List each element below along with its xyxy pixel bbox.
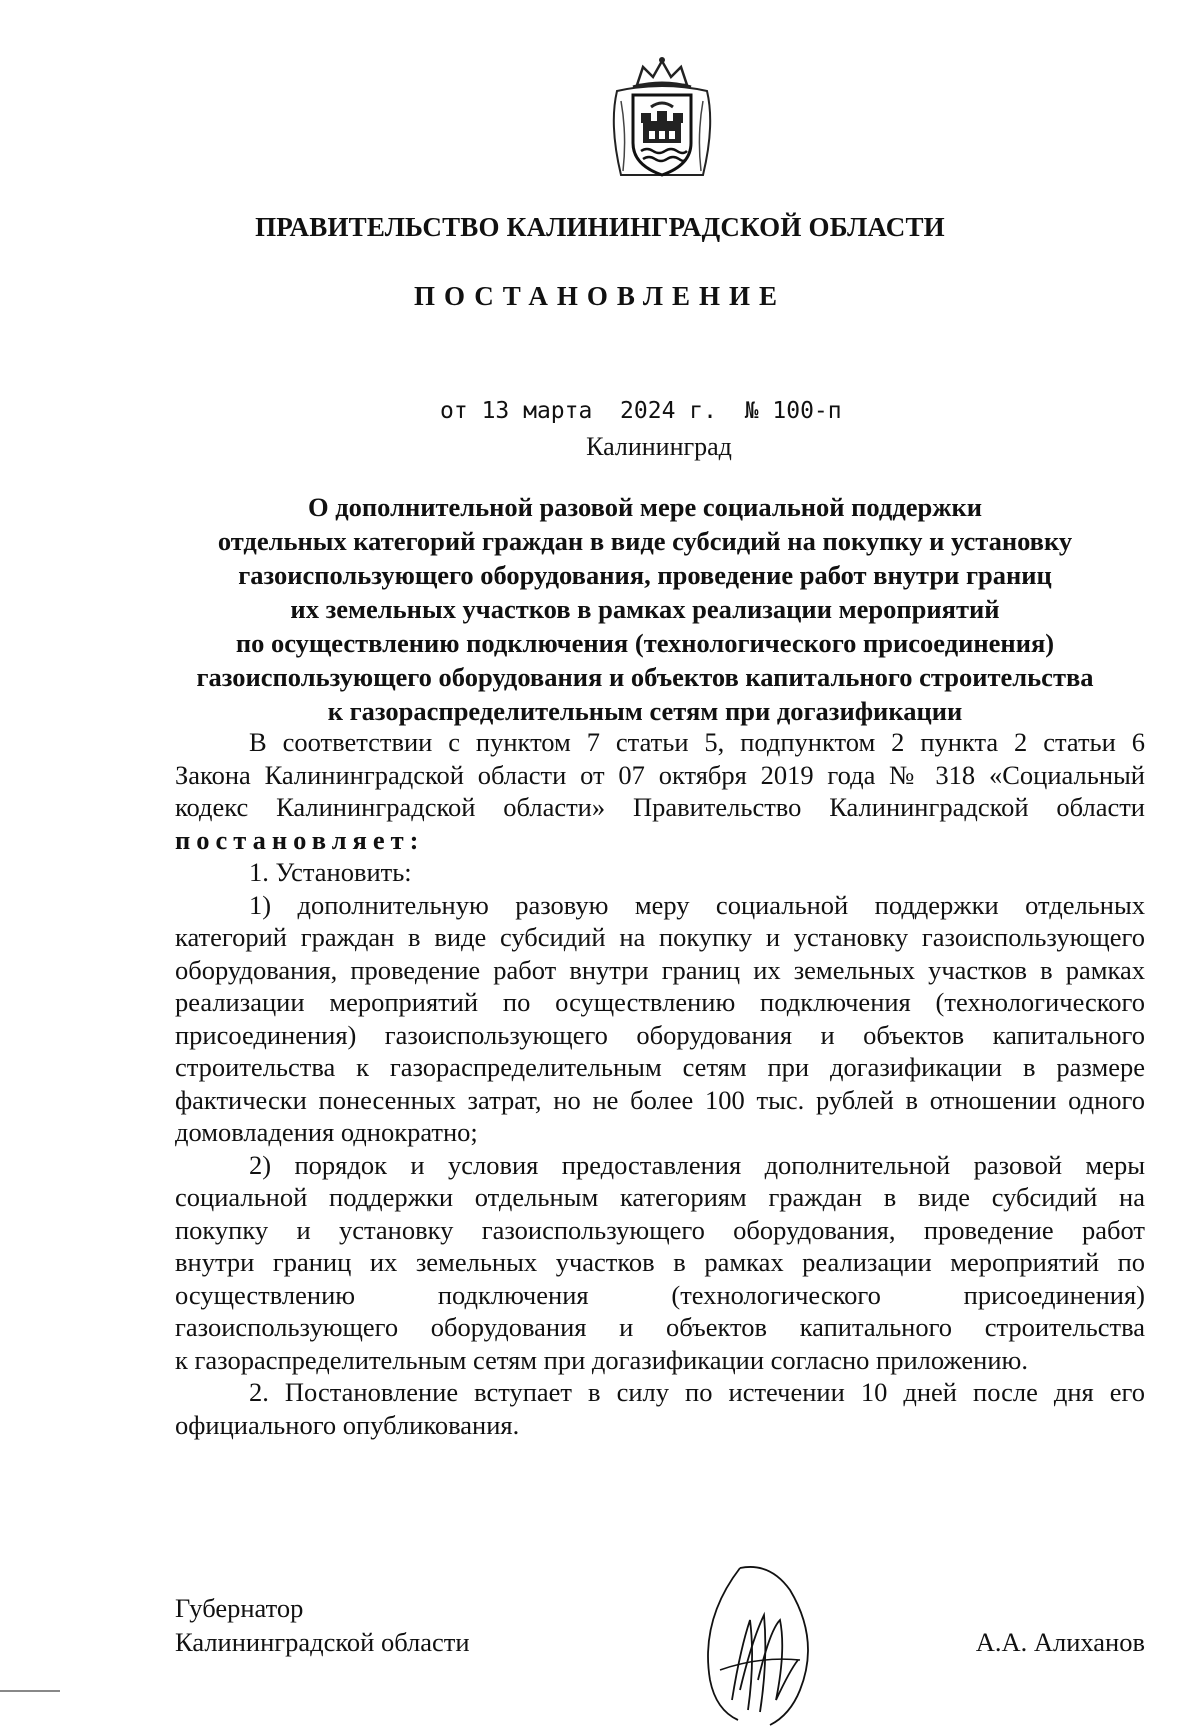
- signatory-title-line: Губернатор: [175, 1593, 304, 1623]
- heading-line: по осуществлению подключения (технологического присоединения): [235, 628, 1055, 658]
- document-type: ПОСТАНОВЛЕНИЕ: [413, 281, 787, 311]
- coat-of-arms-icon: [603, 55, 721, 183]
- document-city: Калининград: [586, 432, 732, 461]
- signatory-title-line: Калининградской области: [175, 1627, 470, 1657]
- decree-word: постановляет:: [175, 824, 425, 855]
- preamble-line: Закона Калининградской области от 07 октября 2019 года № 318 «Социальный: [175, 759, 1145, 790]
- heading-line: отдельных категорий граждан в виде субсидий на покупку и установку: [217, 526, 1073, 556]
- preamble-line: В соответствии с пунктом 7 статьи 5, подпунктом 2 пункта 2 статьи 6: [249, 727, 1145, 757]
- preamble-line: кодекс Калининградской области» Правительство Калининградской области: [175, 792, 1145, 822]
- item-1-1-line: 1) дополнительную разовую меру социальной поддержки отдельных: [249, 889, 1145, 920]
- government-title: ПРАВИТЕЛЬСТВО КАЛИНИНГРАДСКОЙ ОБЛАСТИ: [255, 212, 945, 242]
- heading-line: их земельных участков в рамках реализации мероприятий: [290, 594, 1000, 624]
- item-1-1-line: домовладения однократно;: [175, 1117, 478, 1147]
- heading-line: газоиспользующего оборудования, проведение работ внутри границ: [238, 560, 1052, 590]
- date-prefix: от: [440, 398, 468, 424]
- item-1-1-line: категорий граждан в виде субсидий на покупку и установку газоиспользующего: [175, 922, 1145, 952]
- item-1-2-line: социальной поддержки отдельным категориям граждан в виде субсидий на: [175, 1182, 1145, 1212]
- document-heading: [150, 490, 1140, 728]
- heading-line: к газораспределительным сетям при догазификации: [327, 696, 963, 726]
- item-1-2-line: осуществлению подключения (технологического присоединения): [175, 1279, 1145, 1310]
- item-1-1-line: строительства к газораспределительным сетям при догазификации в размере: [175, 1052, 1145, 1082]
- item-1-1-line: оборудования, проведение работ внутри границ их земельных участков в рамках: [175, 954, 1145, 985]
- item-1-1-line: присоединения) газоиспользующего оборудования и объектов капитального: [175, 1019, 1145, 1050]
- item-2-line: официального опубликования.: [175, 1409, 520, 1440]
- item-1-2-line: внутри границ их земельных участков в рамках реализации мероприятий по: [175, 1247, 1145, 1277]
- heading-line: газоиспользующего оборудования и объектов капитального строительства: [196, 662, 1094, 692]
- item-1-1-line: фактически понесенных затрат, но не более 100 тыс. рублей в отношении одного: [175, 1084, 1145, 1115]
- item-1-2-line: к газораспределительным сетям при догазификации согласно приложению.: [175, 1344, 1028, 1375]
- document-dateline: [440, 398, 842, 424]
- item-1-2-line: покупку и установку газоиспользующего оборудования, проведение работ: [175, 1214, 1145, 1245]
- document-number: № 100-п: [744, 398, 842, 424]
- document-body: [175, 726, 1145, 1441]
- item-1-2-line: газоиспользующего оборудования и объектов капитального строительства: [175, 1312, 1145, 1342]
- signatory-name: А.А. Алиханов: [975, 1627, 1145, 1657]
- signatory-title: [175, 1591, 470, 1659]
- item-1: 1. Установить:: [249, 857, 412, 887]
- item-1-1-line: реализации мероприятий по осуществлению подключения (технологического: [175, 987, 1145, 1017]
- item-2-line: 2. Постановление вступает в силу по истечении 10 дней после дня его: [249, 1377, 1145, 1407]
- handwritten-signature-icon: [680, 1560, 850, 1730]
- item-1-2-line: 2) порядок и условия предоставления дополнительной разовой меры: [249, 1149, 1145, 1180]
- document-year: 2024 г.: [620, 398, 717, 424]
- document-date: 13 марта: [481, 398, 593, 424]
- heading-line: О дополнительной разовой мере социальной поддержки: [308, 492, 982, 522]
- page-edge-mark: [0, 1690, 60, 1692]
